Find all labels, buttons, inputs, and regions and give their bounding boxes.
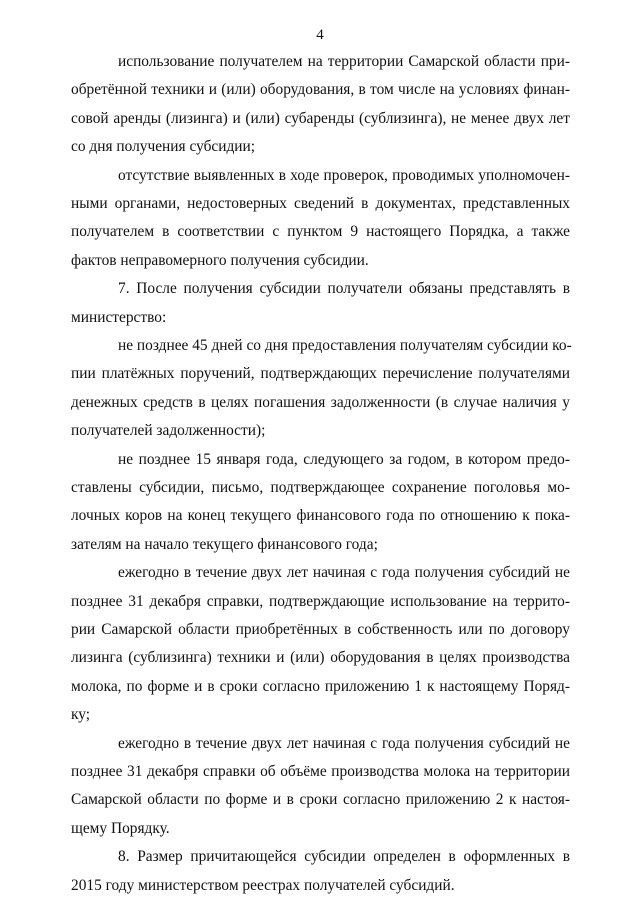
text-line: ежегодно в течение двух лет начиная с года получения субсидий не bbox=[118, 735, 570, 752]
text-line: рии Самарской области приобретённых в собственность или по договору bbox=[71, 621, 570, 638]
text-line: ку; bbox=[71, 706, 91, 723]
text-line: получателем в соответствии с пунктом 9 настоящего Порядка, а также bbox=[71, 223, 570, 240]
text-line: лочных коров на конец текущего финансового года по отношению к пока- bbox=[71, 507, 570, 524]
text-line: не позднее 45 дней со дня предоставления получателям субсидии ко- bbox=[118, 337, 572, 354]
text-line: 2015 году министерством реестрах получателей субсидий. bbox=[71, 877, 455, 894]
text-line: использование получателем на территории Самарской области при- bbox=[118, 53, 570, 70]
text-line: отсутствие выявленных в ходе проверок, проводимых уполномочен- bbox=[118, 167, 570, 184]
text-line: не позднее 15 января года, следующего за годом, в котором предо- bbox=[118, 451, 570, 468]
text-line: молока, по форме и в сроки согласно приложению 1 к настоящему Поряд- bbox=[71, 678, 570, 695]
text-line: получателей задолженности); bbox=[71, 422, 266, 439]
text-line: совой аренды (лизинга) и (или) субаренды (сублизинга), не менее двух лет bbox=[71, 110, 570, 127]
text-line: лизинга (сублизинга) техники и (или) оборудования в целях производства bbox=[71, 649, 570, 666]
page-number: 4 bbox=[316, 27, 324, 43]
text-line: позднее 31 декабря справки об объёме производства молока на территории bbox=[71, 763, 570, 780]
text-line: ставлены субсидии, письмо, подтверждающее сохранение поголовья мо- bbox=[71, 479, 570, 496]
text-line: 8. Размер причитающейся субсидии определен в оформленных в bbox=[118, 848, 570, 865]
text-line: министерство: bbox=[71, 309, 167, 326]
text-line: зателям на начало текущего финансового года; bbox=[71, 536, 378, 553]
text-line: щему Порядку. bbox=[71, 820, 170, 837]
text-line: Самарской области по форме и в сроки согласно приложению 2 к настоя- bbox=[71, 791, 570, 808]
text-line: позднее 31 декабря справки, подтверждающие использование на террито- bbox=[71, 593, 570, 610]
text-line: обретённой техники и (или) оборудования, в том числе на условиях финан- bbox=[71, 81, 570, 98]
text-line: со дня получения субсидии; bbox=[71, 138, 256, 155]
text-line: ными органами, недостоверных сведений в документах, представленных bbox=[71, 195, 570, 212]
text-line: 7. После получения субсидии получатели обязаны представлять в bbox=[118, 280, 570, 297]
text-line: пии платёжных поручений, подтверждающих перечисление получателями bbox=[71, 365, 570, 382]
text-line: денежных средств в целях погашения задолженности (в случае наличия у bbox=[71, 394, 570, 411]
text-line: фактов неправомерного получения субсидии. bbox=[71, 252, 369, 269]
text-line: ежегодно в течение двух лет начиная с года получения субсидий не bbox=[118, 564, 570, 581]
